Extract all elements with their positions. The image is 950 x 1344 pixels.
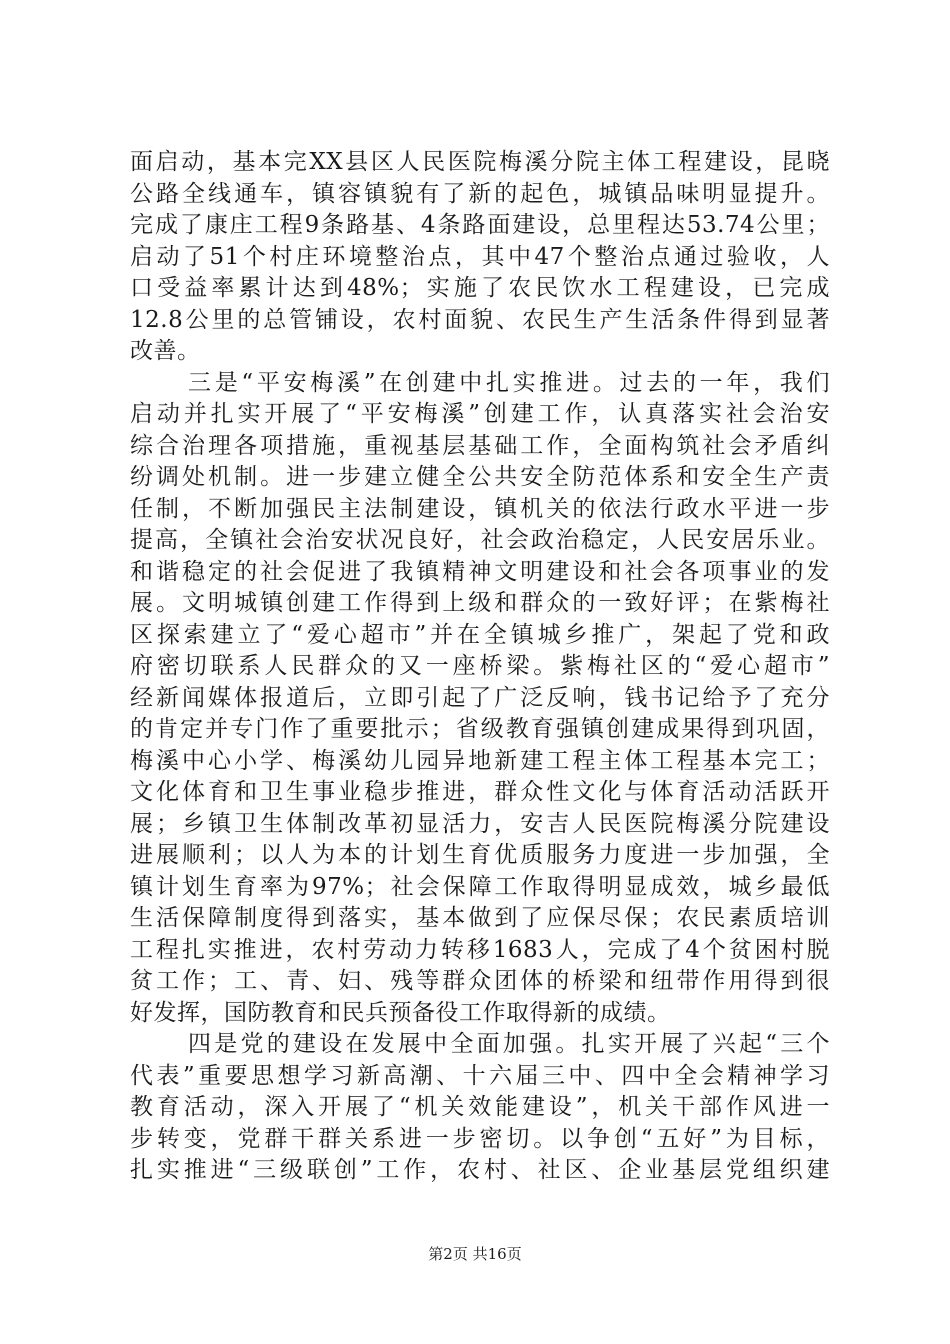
text-line: 启动并扎实开展了“平安梅溪”创建工作，认真落实社会治安 (130, 401, 830, 427)
text-line: 完成了康庄工程9条路基、4条路面建设，总里程达53.74公里； (130, 212, 830, 238)
text-line: 贫工作；工、青、妇、残等群众团体的桥梁和纽带作用得到很 (130, 968, 830, 994)
text-line: 扎实推进“三级联创”工作，农村、社区、企业基层党组织建 (130, 1157, 830, 1183)
text-line: 教育活动，深入开展了“机关效能建设”，机关干部作风进一 (130, 1094, 830, 1120)
text-line: 三是“平安梅溪”在创建中扎实推进。过去的一年，我们 (188, 369, 830, 396)
paragraph (130, 368, 830, 1030)
text-line: 镇计划生育率为97%；社会保障工作取得明显成效，城乡最低 (130, 873, 830, 900)
text-line: 12.8公里的总管铺设，农村面貌、农民生产生活条件得到显著 (130, 306, 830, 333)
paragraph (130, 147, 830, 368)
text-line: 经新闻媒体报道后，立即引起了广泛反响，钱书记给予了充分 (130, 684, 830, 711)
text-line: 文化体育和卫生事业稳步推进，群众性文化与体育活动活跃开 (130, 779, 830, 805)
text-line: 步转变，党群干群关系进一步密切。以争创“五好”为目标， (130, 1125, 830, 1152)
text-line: 展。文明城镇创建工作得到上级和群众的一致好评；在紫梅社 (130, 590, 830, 616)
text-line: 四是党的建设在发展中全面加强。扎实开展了兴起“三个 (188, 1031, 830, 1057)
text-line: 面启动，基本完XX县区人民医院梅溪分院主体工程建设，昆晓 (130, 149, 830, 175)
text-line: 任制，不断加强民主法制建设，镇机关的依法行政水平进一步 (130, 495, 830, 522)
text-line: 纷调处机制。进一步建立健全公共安全防范体系和安全生产责 (130, 464, 830, 490)
text-line: 提高，全镇社会治安状况良好，社会政治稳定，人民安居乐业。 (130, 527, 830, 553)
text-line: 和谐稳定的社会促进了我镇精神文明建设和社会各项事业的发 (130, 558, 830, 585)
text-line: 区探索建立了“爱心超市”并在全镇城乡推广，架起了党和政 (130, 621, 830, 648)
text-line: 好发挥，国防教育和民兵预备役工作取得新的成绩。 (130, 999, 671, 1026)
text-line: 的肯定并专门作了重要批示；省级教育强镇创建成果得到巩固， (130, 716, 830, 742)
text-line: 生活保障制度得到落实，基本做到了应保尽保；农民素质培训 (130, 905, 830, 931)
text-line: 工程扎实推进，农村劳动力转移1683人，完成了4个贫困村脱 (130, 936, 830, 963)
text-line: 改善。 (130, 338, 201, 364)
text-line: 公路全线通车，镇容镇貌有了新的起色，城镇品味明显提升。 (130, 180, 830, 207)
page-number-footer: 第2页 共16页 (428, 1245, 522, 1263)
text-line: 口受益率累计达到48%；实施了农民饮水工程建设，已完成 (130, 275, 830, 301)
text-line: 综合治理各项措施，重视基层基础工作，全面构筑社会矛盾纠 (130, 432, 830, 459)
document-body (130, 147, 830, 1187)
text-line: 代表”重要思想学习新高潮、十六届三中、四中全会精神学习 (130, 1062, 830, 1089)
text-line: 启动了51个村庄环境整治点，其中47个整治点通过验收，人 (130, 243, 830, 270)
text-line: 展；乡镇卫生体制改革初显活力，安吉人民医院梅溪分院建设 (130, 810, 830, 837)
text-line: 梅溪中心小学、梅溪幼儿园异地新建工程主体工程基本完工； (130, 747, 830, 774)
paragraph (130, 1029, 830, 1187)
text-line: 府密切联系人民群众的又一座桥梁。紫梅社区的“爱心超市” (130, 653, 830, 679)
text-line: 进展顺利；以人为本的计划生育优质服务力度进一步加强，全 (130, 842, 830, 868)
